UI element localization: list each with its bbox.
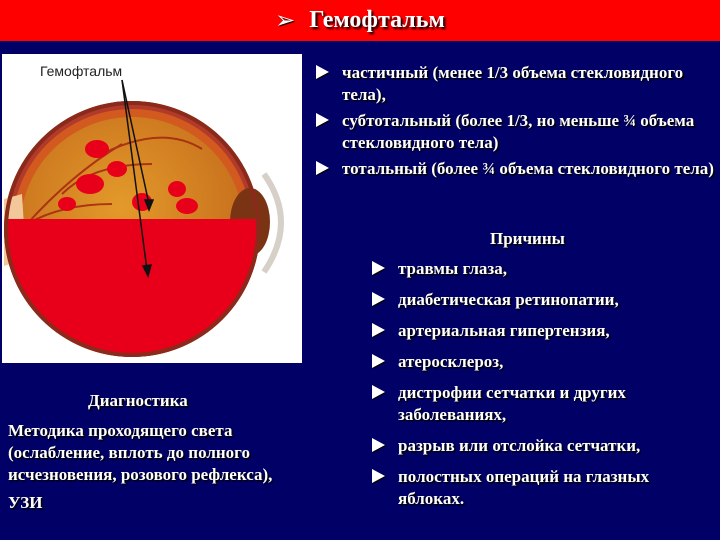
diagnostics-heading: Диагностика (88, 391, 188, 410)
arrow-bullet-icon (372, 385, 385, 399)
diagnostics-extra: УЗИ (8, 493, 43, 512)
arrow-bullet-icon (372, 323, 385, 337)
arrow-bullet-icon (372, 261, 385, 275)
arrow-bullet-icon (372, 469, 385, 483)
diagnostics-body (8, 420, 328, 520)
list-item: травмы глаза, (372, 258, 712, 280)
arrow-bullet-icon (372, 354, 385, 368)
list-item: частичный (менее 1/3 объема стекловидного тела), (316, 62, 716, 106)
diagnostics-text: Методика проходящего света (ослабление, вплоть до полного исчезновения, розового рефлекса), (8, 421, 273, 484)
arrow-bullet-icon (316, 113, 329, 127)
list-item: дистрофии сетчатки и других заболеваниях, (372, 382, 712, 426)
title-bar (0, 0, 720, 41)
list-item: артериальная гипертензия, (372, 320, 712, 342)
figure-label: Гемофтальм (40, 63, 123, 79)
eye-illustration (2, 54, 302, 363)
hemophthalmos-types-list (316, 62, 716, 184)
list-item: атеросклероз, (372, 351, 712, 373)
arrow-bullet-icon: ➢ (275, 8, 296, 34)
list-item: субтотальный (более 1/3, но меньше ¾ объема стекловидного тела) (316, 110, 716, 154)
causes-heading: Причины (490, 229, 565, 248)
list-item: тотальный (более ¾ объема стекловидного тела) (316, 158, 716, 180)
slide-title: Гемофтальм (309, 7, 445, 33)
list-item: разрыв или отслойка сетчатки, (372, 435, 712, 457)
list-item: диабетическая ретинопатии, (372, 289, 712, 311)
list-item: полостных операций на глазных яблоках. (372, 466, 712, 510)
arrow-bullet-icon (316, 161, 329, 175)
eye-cross-section-diagram (2, 54, 302, 363)
arrow-bullet-icon (316, 65, 329, 79)
arrow-bullet-icon (372, 438, 385, 452)
arrow-bullet-icon (372, 292, 385, 306)
causes-list (372, 258, 712, 519)
